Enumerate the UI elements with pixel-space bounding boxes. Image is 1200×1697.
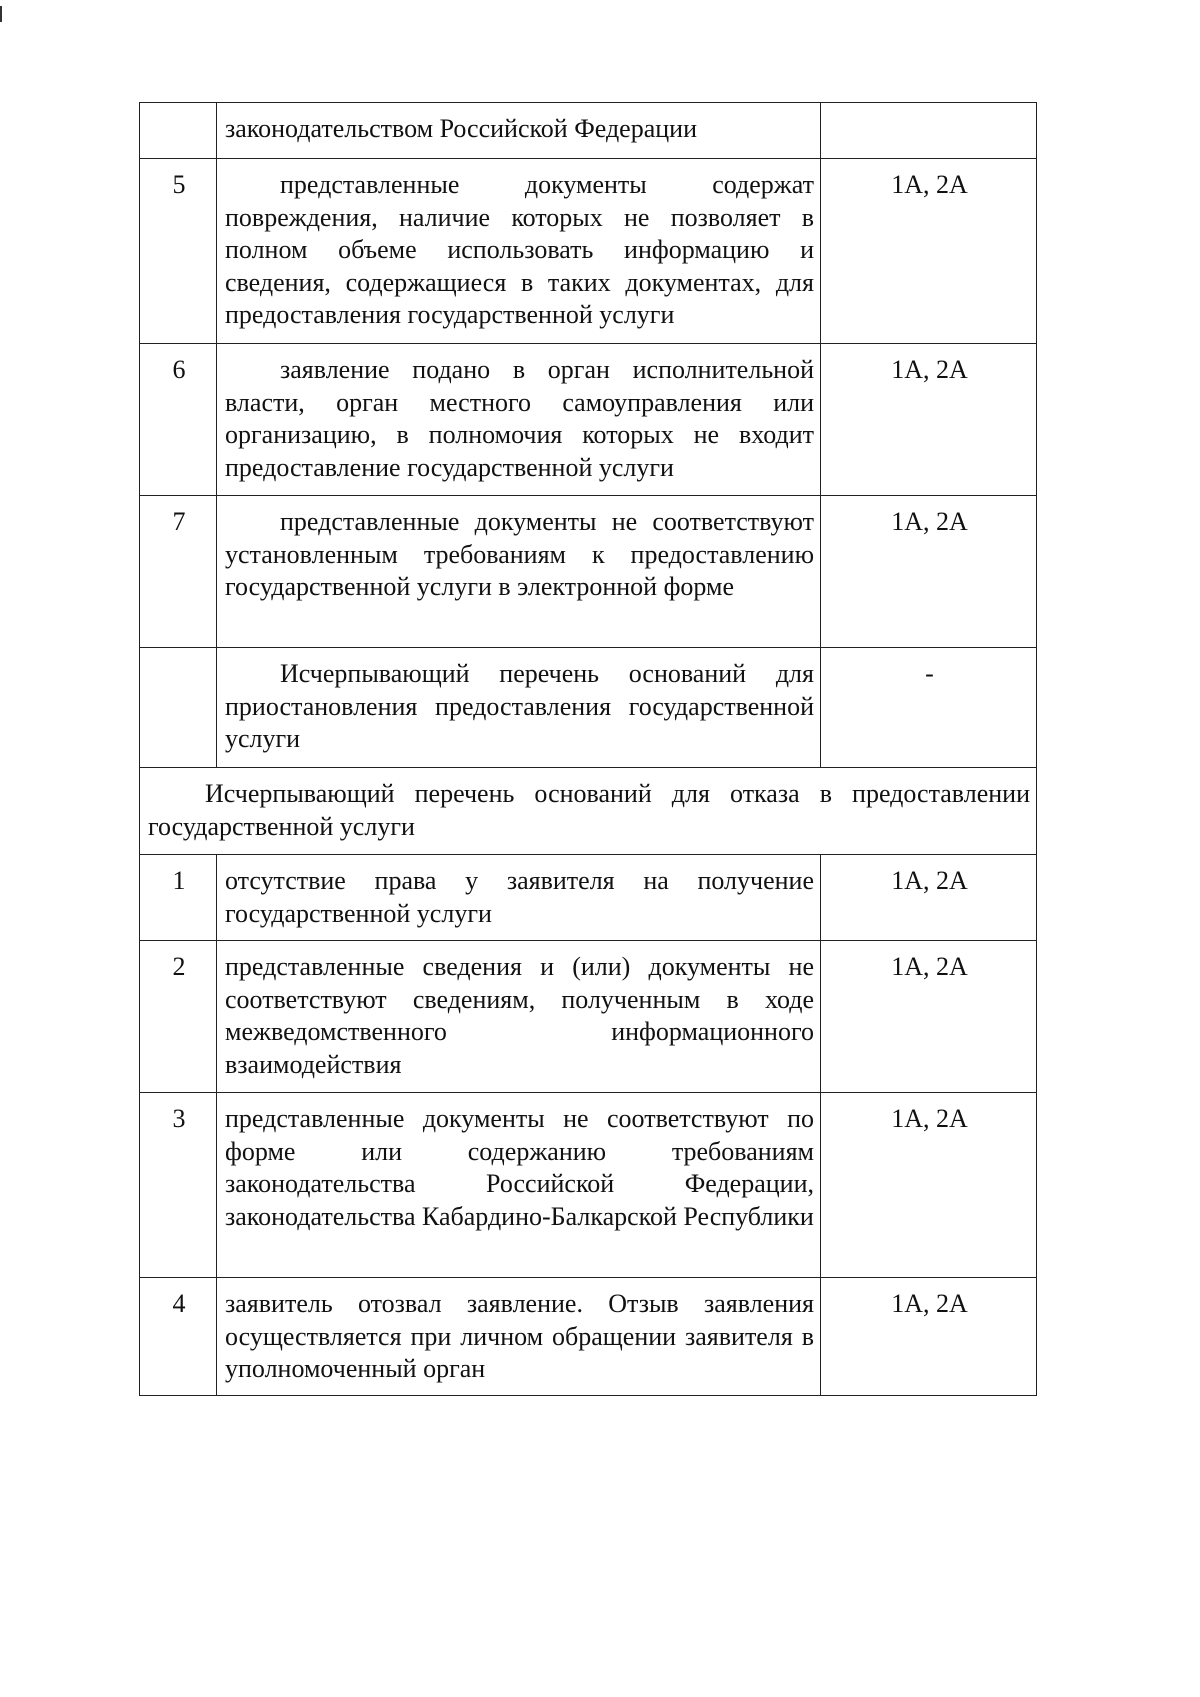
table-row [140,648,1037,768]
row-text: представленные документы не соответствуют по форме или содержанию требованиям законодательства Российской Федерации, законодательства Кабардино-Балкарской Республики [217,1093,821,1278]
row-text: законодательством Российской Федерации [217,103,821,159]
row-text: заявление подано в орган исполнительной власти, орган местного самоуправления или организацию, в полномочия которых не входит предоставление государственной услуги [217,344,821,496]
grounds-table [139,102,1037,1396]
row-text: заявитель отозвал заявление. Отзыв заявления осуществляется при личном обращении заявителя в уполномоченный орган [217,1278,821,1396]
table-row [140,159,1037,344]
row-number: 3 [140,1093,217,1278]
row-number: 6 [140,344,217,496]
row-text: Исчерпывающий перечень оснований для приостановления предоставления государственной услуги [217,648,821,768]
section-heading-row [140,768,1037,855]
row-text: представленные документы не соответствуют установленным требованиям к предоставлению государственной услуги в электронной форме [217,496,821,648]
table-row [140,1278,1037,1396]
row-code: 1А, 2А [821,159,1037,344]
row-code: 1А, 2А [821,1278,1037,1396]
row-number [140,103,217,159]
row-text: представленные документы содержат повреждения, наличие которых не позволяет в полном объеме использовать информацию и сведения, содержащиеся в таких документах, для предоставления государственной услуги [217,159,821,344]
table-row [140,855,1037,941]
table-row [140,496,1037,648]
table-row [140,941,1037,1093]
row-number: 5 [140,159,217,344]
row-code: 1А, 2А [821,344,1037,496]
row-code: 1А, 2А [821,496,1037,648]
row-number: 4 [140,1278,217,1396]
scan-corner-mark [0,6,2,22]
table-row [140,1093,1037,1278]
row-number: 2 [140,941,217,1093]
row-code: 1А, 2А [821,941,1037,1093]
row-number: 7 [140,496,217,648]
row-code: 1А, 2А [821,855,1037,941]
row-code: 1А, 2А [821,1093,1037,1278]
table-row [140,103,1037,159]
section-heading: Исчерпывающий перечень оснований для отказа в предоставлении государственной услуги [140,768,1037,855]
row-code [821,103,1037,159]
row-text: отсутствие права у заявителя на получение государственной услуги [217,855,821,941]
row-number [140,648,217,768]
row-code: - [821,648,1037,768]
row-number: 1 [140,855,217,941]
table-row [140,344,1037,496]
row-text: представленные сведения и (или) документы не соответствуют сведениям, полученным в ходе межведомственного информационного взаимодействия [217,941,821,1093]
